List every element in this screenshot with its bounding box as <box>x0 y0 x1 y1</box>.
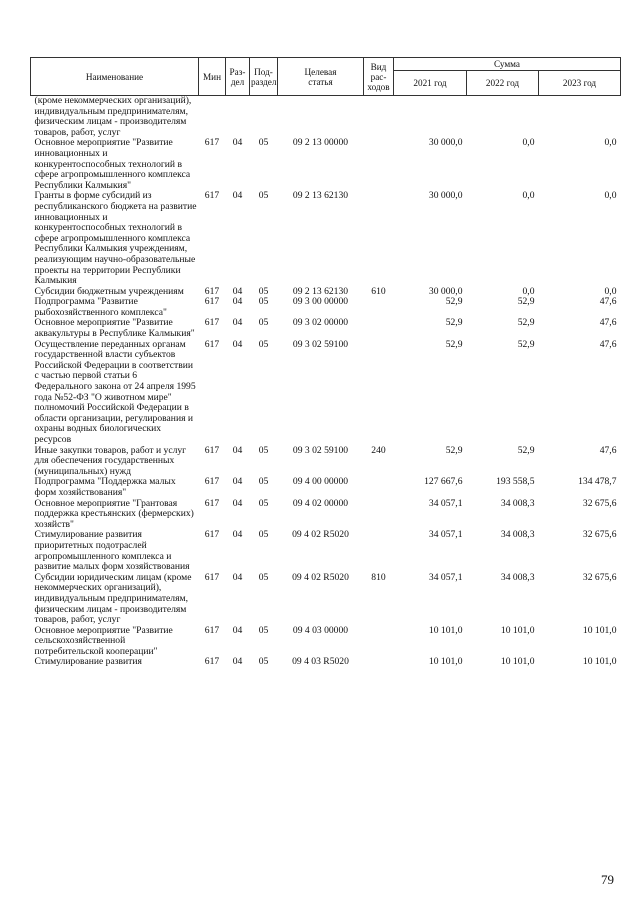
row-name: Стимулирование развития <box>34 656 142 668</box>
row-sum-2021: 34 057,1 <box>428 497 463 509</box>
header-podrazdel: Под- раздел <box>250 58 278 96</box>
row-sum-2022 <box>467 96 539 139</box>
row-name: Субсидии юридическим лицам (кроме некоммерческих организаций), индивидуальным предпринимателям, физическим лицам - производителям товаров, работ, услуг <box>34 571 192 626</box>
row-min: 617 <box>204 497 220 509</box>
row-min: 617 <box>204 571 220 583</box>
table-row <box>31 191 621 286</box>
row-vid <box>364 530 394 572</box>
header-year-2021: 2021 год <box>394 71 467 96</box>
row-sum-2021: 52,9 <box>445 296 463 308</box>
row-vid <box>364 191 394 286</box>
row-name: Подпрограмма "Поддержка малых форм хозяйствования" <box>34 476 176 498</box>
row-vid <box>364 318 394 339</box>
row-sum-2022: 52,9 <box>517 444 535 456</box>
page-number: 79 <box>601 872 614 887</box>
row-sum-2023: 10 101,0 <box>582 656 617 668</box>
row-sum-2023: 134 478,7 <box>578 476 617 488</box>
row-podrazdel: 05 <box>258 529 269 541</box>
row-vid: 610 <box>371 285 386 297</box>
row-sum-2022: 0,0 <box>522 285 535 297</box>
row-name: Субсидии бюджетным учреждениям <box>34 285 184 297</box>
row-name: Основное мероприятие "Развитие сельскохозяйственной потребительской кооперации" <box>34 624 173 657</box>
header-year-2023: 2023 год <box>539 71 621 96</box>
row-sum-2022: 34 008,3 <box>500 497 535 509</box>
row-sum-2023 <box>539 96 621 139</box>
row-sum-2023: 0,0 <box>604 137 617 149</box>
row-vid <box>364 626 394 658</box>
row-sum-2022: 0,0 <box>522 190 535 202</box>
row-razdel: 04 <box>232 338 243 350</box>
row-vid <box>364 340 394 446</box>
row-razdel: 04 <box>232 656 243 668</box>
row-sum-2022: 34 008,3 <box>500 571 535 583</box>
row-target: 09 4 03 R5020 <box>292 656 349 668</box>
row-target: 09 3 02 00000 <box>292 317 349 329</box>
row-podrazdel: 05 <box>258 656 269 668</box>
row-podrazdel: 05 <box>258 137 269 149</box>
row-sum-2021: 34 057,1 <box>428 571 463 583</box>
row-sum-2022: 10 101,0 <box>500 624 535 636</box>
row-sum-2023: 47,6 <box>599 444 617 456</box>
row-target: 09 2 13 00000 <box>292 137 349 149</box>
row-min: 617 <box>204 317 220 329</box>
row-vid <box>364 96 394 139</box>
row-target: 09 3 00 00000 <box>292 296 349 308</box>
row-target: 09 4 03 00000 <box>292 624 349 636</box>
row-razdel: 04 <box>232 444 243 456</box>
row-min: 617 <box>204 338 220 350</box>
table-row <box>31 297 621 318</box>
row-vid <box>364 297 394 318</box>
row-target: 09 2 13 62130 <box>292 190 349 202</box>
header-name: Наименование <box>31 58 199 96</box>
row-sum-2021: 30 000,0 <box>428 137 463 149</box>
row-name: Основное мероприятие "Развитие инновационных и конкурентоспособных технологий в сфере агропромышленного комплекса Республики Калмыкия" <box>34 137 191 191</box>
row-vid <box>364 499 394 531</box>
row-sum-2021: 10 101,0 <box>428 656 463 668</box>
header-min: Мин <box>199 58 226 96</box>
table-row <box>31 96 621 139</box>
row-target: 09 3 02 59100 <box>292 444 349 456</box>
row-podrazdel: 05 <box>258 476 269 488</box>
row-name: Осуществление переданных органам государственной власти субъектов Российской Федерации в соответствии с частью первой статьи 6 Федерального закона от 24 апреля 1995 года №52-ФЗ "О животном мире" полномочий Российской Федерации в области организации, регулирования и охраны водных биологических ресурсов <box>34 338 196 445</box>
table-row <box>31 138 621 191</box>
table-row <box>31 530 621 572</box>
row-sum-2023: 32 675,6 <box>582 497 617 509</box>
header-razdel: Раз- дел <box>226 58 250 96</box>
row-sum-2023: 10 101,0 <box>582 624 617 636</box>
row-podrazdel: 05 <box>258 444 269 456</box>
row-razdel: 04 <box>232 137 243 149</box>
row-min: 617 <box>204 656 220 668</box>
row-razdel: 04 <box>232 285 243 297</box>
header-sum: Сумма <box>394 58 621 71</box>
row-target: 09 3 02 59100 <box>292 338 349 350</box>
row-min: 617 <box>204 476 220 488</box>
row-razdel: 04 <box>232 571 243 583</box>
row-sum-2022: 52,9 <box>517 317 535 329</box>
row-podrazdel: 05 <box>258 571 269 583</box>
row-razdel: 04 <box>232 497 243 509</box>
row-podrazdel: 05 <box>258 624 269 636</box>
row-sum-2023: 47,6 <box>599 317 617 329</box>
header-year-2022: 2022 год <box>467 71 539 96</box>
row-podrazdel <box>250 96 278 139</box>
row-sum-2022: 52,9 <box>517 338 535 350</box>
row-name: Основное мероприятие "Развитие аквакультуры в Республике Калмыкия" <box>34 317 195 340</box>
row-sum-2023: 47,6 <box>599 296 617 308</box>
row-razdel: 04 <box>232 296 243 308</box>
row-vid <box>364 477 394 498</box>
row-podrazdel: 05 <box>258 317 269 329</box>
row-target: 09 4 02 R5020 <box>292 571 349 583</box>
row-min: 617 <box>204 444 220 456</box>
row-razdel: 04 <box>232 317 243 329</box>
table-row <box>31 626 621 658</box>
row-sum-2021: 10 101,0 <box>428 624 463 636</box>
row-min: 617 <box>204 296 220 308</box>
row-sum-2021: 52,9 <box>445 338 463 350</box>
budget-table <box>30 57 621 668</box>
row-vid <box>364 657 394 668</box>
row-min <box>199 96 226 139</box>
row-razdel: 04 <box>232 190 243 202</box>
row-sum-2023: 32 675,6 <box>582 529 617 541</box>
row-podrazdel: 05 <box>258 296 269 308</box>
row-sum-2022: 0,0 <box>522 137 535 149</box>
row-name: (кроме некоммерческих организаций), индивидуальным предпринимателям, физическим лицам - производителям товаров, работ, услуг <box>34 95 192 138</box>
header-target: Целевая статья <box>278 58 364 96</box>
row-sum-2021 <box>394 96 467 139</box>
row-razdel: 04 <box>232 476 243 488</box>
row-razdel <box>226 96 250 139</box>
row-name: Стимулирование развития приоритетных подотраслей агропромышленного комплекса и развитие малых форм хозяйствования <box>34 529 190 573</box>
row-podrazdel: 05 <box>258 497 269 509</box>
row-vid: 240 <box>371 444 386 456</box>
row-podrazdel: 05 <box>258 190 269 202</box>
row-name: Гранты в форме субсидий из республиканского бюджета на развитие инновационных и конкурентоспособных технологий в сфере агропромышленного комплекса Республики Калмыкия учреждениям, реализующим научно-образовательные проекты на территории Республики Калмыкия <box>34 190 197 287</box>
row-min: 617 <box>204 285 220 297</box>
row-sum-2021: 30 000,0 <box>428 285 463 297</box>
row-min: 617 <box>204 529 220 541</box>
row-target: 09 2 13 62130 <box>292 285 349 297</box>
row-sum-2022: 193 558,5 <box>496 476 535 488</box>
row-podrazdel: 05 <box>258 285 269 297</box>
row-min: 617 <box>204 190 220 202</box>
row-sum-2023: 32 675,6 <box>582 571 617 583</box>
row-target: 09 4 02 R5020 <box>292 529 349 541</box>
header-vid: Вид рас- ходов <box>364 58 394 96</box>
row-sum-2021: 34 057,1 <box>428 529 463 541</box>
row-podrazdel: 05 <box>258 338 269 350</box>
row-sum-2021: 52,9 <box>445 444 463 456</box>
row-name: Подпрограмма "Развитие рыбохозяйственного комплекса" <box>34 296 167 318</box>
row-vid <box>364 138 394 191</box>
row-min: 617 <box>204 137 220 149</box>
table-header <box>31 58 621 96</box>
row-sum-2022: 10 101,0 <box>500 656 535 668</box>
table-row <box>31 657 621 668</box>
table-row <box>31 446 621 478</box>
row-target: 09 4 02 00000 <box>292 497 349 509</box>
row-min: 617 <box>204 624 220 636</box>
row-razdel: 04 <box>232 529 243 541</box>
row-name: Иные закупки товаров, работ и услуг для обеспечения государственных (муниципальных) нужд <box>34 444 187 477</box>
row-sum-2023: 0,0 <box>604 190 617 202</box>
row-sum-2021: 127 667,6 <box>424 476 463 488</box>
table-row <box>31 477 621 498</box>
row-sum-2021: 30 000,0 <box>428 190 463 202</box>
row-name: Основное мероприятие "Грантовая поддержка крестьянских (фермерских) хозяйств" <box>34 497 194 530</box>
row-vid: 810 <box>371 571 386 583</box>
row-sum-2021: 52,9 <box>445 317 463 329</box>
table-row <box>31 340 621 446</box>
table-row <box>31 573 621 626</box>
row-target: 09 4 00 00000 <box>292 476 349 488</box>
row-razdel: 04 <box>232 624 243 636</box>
row-sum-2022: 52,9 <box>517 296 535 308</box>
row-sum-2023: 47,6 <box>599 338 617 350</box>
table-row <box>31 318 621 339</box>
row-sum-2022: 34 008,3 <box>500 529 535 541</box>
row-target <box>278 96 364 139</box>
row-sum-2023: 0,0 <box>604 285 617 297</box>
table-body <box>31 96 621 669</box>
table-row <box>31 499 621 531</box>
